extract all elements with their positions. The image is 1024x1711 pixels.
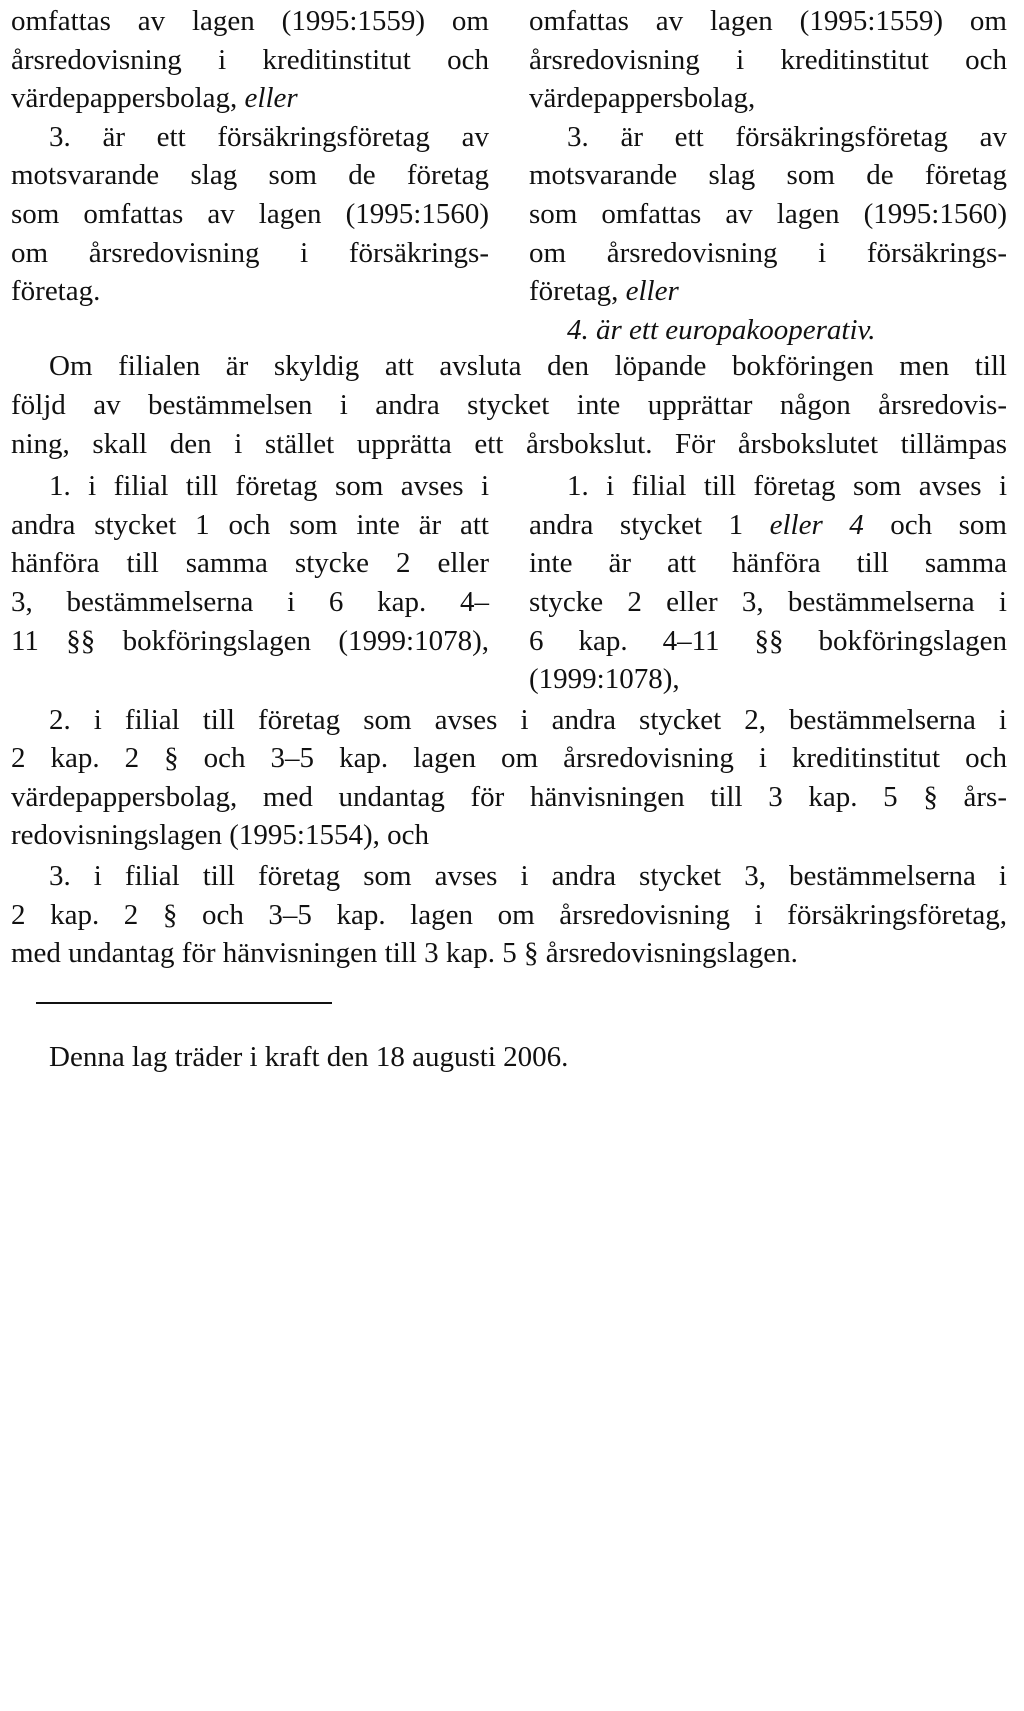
text-line: andra stycket 1 och som inte är att [11,508,489,541]
footnote-text: Denna lag träder i kraft den 18 augusti 2006. [49,1041,569,1073]
footnote [49,1038,568,1077]
text-line: värdepappersbolag, [529,82,756,115]
text-line: ning, skall den i stället upprätta ett årsbokslut. För årsbokslutet tillämpas [11,427,1007,460]
text-segment: värdepappersbolag, [11,82,245,115]
text-line-added-point-4: 4. är ett europakooperativ. [567,313,876,346]
text-line: 2 kap. 2 § och 3–5 kap. lagen om årsredovisning i kreditinstitut och [11,742,1007,775]
text-segment: andra stycket 1 [529,508,770,541]
text-line: årsredovisning i kreditinstitut och [11,43,489,76]
text-line: 2. i filial till företag som avses i andra stycket 2, bestämmelserna i [49,703,1007,736]
text-line [529,272,1007,311]
middle-paragraph [11,347,1007,463]
item3-paragraph [11,857,1007,973]
item2-paragraph [11,701,1007,855]
text-segment: företag, [529,275,626,308]
text-line [529,506,1007,545]
text-line: motsvarande slag som de företag [529,159,1007,192]
text-line: motsvarande slag som de företag [11,159,489,192]
text-line: som omfattas av lagen (1995:1560) [11,197,489,230]
text-line: med undantag för hänvisningen till 3 kap. 5 § årsredovisningslagen. [11,937,798,970]
text-line: följd av bestämmelsen i andra stycket inte upprättar någon årsredovis- [11,388,1007,421]
left-column-top [11,2,489,349]
text-line: 3, bestämmelserna i 6 kap. 4– [11,585,489,618]
text-line: 1. i filial till företag som avses i [567,470,1007,503]
text-line: värdepappersbolag, med undantag för hänvisningen till 3 kap. 5 § års- [11,780,1007,813]
emphasis-eller: eller [625,275,679,308]
text-line: 3. är ett försäkringsföretag av [567,120,1007,153]
text-line: Om filialen är skyldig att avsluta den löpande bokföringen men till [49,350,1007,383]
left-column-item1 [11,467,489,699]
text-line: (1999:1078), [529,663,680,696]
text-line: inte är att hänföra till samma [529,547,1007,580]
text-line: 3. i filial till företag som avses i andra stycket 3, bestämmelserna i [49,860,1007,893]
text-line: 2 kap. 2 § och 3–5 kap. lagen om årsredovisning i försäkringsföretag, [11,898,1007,931]
text-line: om årsredovisning i försäkrings- [529,236,1007,269]
top-two-column-section [11,2,1007,349]
text-line [11,79,489,118]
text-line: företag. [11,275,101,308]
text-line: redovisningslagen (1995:1554), och [11,819,430,852]
text-line: årsredovisning i kreditinstitut och [529,43,1007,76]
emphasis-eller: eller [244,82,298,115]
text-line: om årsredovisning i försäkrings- [11,236,489,269]
text-line: 11 §§ bokföringslagen (1999:1078), [11,624,489,657]
text-line: hänföra till samma stycke 2 eller [11,547,489,580]
text-line: omfattas av lagen (1995:1559) om [529,5,1007,37]
document-page [11,0,1007,973]
text-line: 1. i filial till företag som avses i [49,470,489,503]
right-column-item1 [529,467,1007,699]
text-line: som omfattas av lagen (1995:1560) [529,197,1007,230]
emphasis-eller-4: eller 4 [769,508,864,541]
text-line: 3. är ett försäkringsföretag av [49,120,489,153]
text-segment: och som [863,508,1007,541]
footnote-separator-rule [36,1002,332,1004]
text-line: omfattas av lagen (1995:1559) om [11,5,489,37]
text-line: 6 kap. 4–11 §§ bokföringslagen [529,624,1007,657]
item1-two-column-section [11,467,1007,699]
right-column-top [529,2,1007,349]
text-line: stycke 2 eller 3, bestämmelserna i [529,585,1007,618]
